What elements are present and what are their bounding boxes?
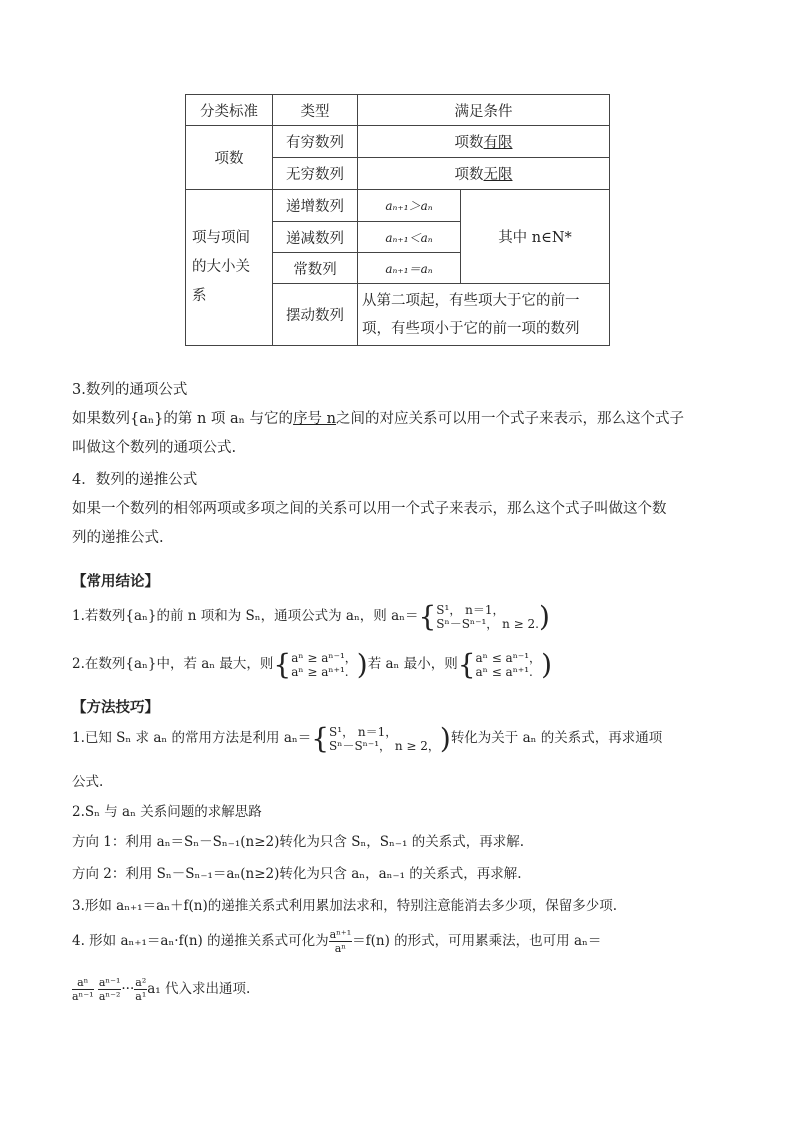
type-increasing: 递增数列 [273, 190, 358, 222]
conclusion-1: 1.若数列{aₙ}的前 n 项和为 Sₙ，通项公式为 aₙ，则 aₙ＝{ S¹， n＝1， Sⁿ－Sⁿ⁻¹， n ≥ 2. ) [72, 599, 550, 633]
cond-infinite: 项数无限 [358, 158, 610, 190]
method-3: 3.形如 aₙ₊₁＝aₙ＋f(n)的递推关系式利用累加法求和，特别注意能消去多少项，保留多少项. [72, 898, 618, 914]
section3 [72, 376, 722, 463]
type-infinite: 无穷数列 [273, 158, 358, 190]
section3-line1: 如果数列{aₙ}的第 n 项 aₙ 与它的序号 n之间的对应关系可以用一个式子来表示，那么这个式子 [72, 411, 685, 427]
method-1: 1.已知 Sₙ 求 aₙ 的常用方法是利用 aₙ＝{ S¹， n＝1， Sⁿ－Sⁿ⁻¹， n ≥ 2， )转化为关于 aₙ 的关系式，再求通项 [72, 721, 663, 755]
type-decreasing: 递减数列 [273, 222, 358, 253]
section4-line1: 如果一个数列的相邻两项或多项之间的关系可以用一个式子来表示，那么这个式子叫做这个数 [72, 501, 667, 517]
method-2-direction-2: 方向 2：利用 Sₙ－Sₙ₋₁＝aₙ(n≥2)转化为只含 aₙ，aₙ₋₁ 的关系式，再求解. [72, 866, 522, 882]
type-finite: 有穷数列 [273, 126, 358, 158]
section4-title: 4．数列的递推公式 [72, 472, 198, 488]
type-constant: 常数列 [273, 253, 358, 284]
cond-oscillating: 从第二项起，有些项大于它的前一项，有些项小于它的前一项的数列 [358, 284, 610, 346]
criterion-size-relation: 项与项间 的大小关 系 [186, 190, 273, 346]
cond-decreasing: aₙ₊₁＜aₙ [358, 222, 461, 253]
cond-increasing: aₙ₊₁＞aₙ [358, 190, 461, 222]
cond-finite: 项数有限 [358, 126, 610, 158]
method-4-line2: $\frac{\text{aⁿ}}{\text{aⁿ⁻¹}}$ $\frac{\text{aⁿ⁻¹}}{\text{aⁿ⁻²}}$ ··· $\frac{\text{a²}}{\text{a¹}}$ a₁ 代入求出通项. [72, 976, 251, 1003]
section3-line2: 叫做这个数列的通项公式. [72, 440, 237, 456]
criterion-count: 项数 [186, 126, 273, 190]
header-type: 类型 [273, 95, 358, 126]
classification-table [185, 94, 610, 346]
cond-note: 其中 n∈N* [461, 190, 610, 284]
method-2-direction-1: 方向 1：利用 aₙ＝Sₙ－Sₙ₋₁(n≥2)转化为只含 Sₙ，Sₙ₋₁ 的关系式，再求解. [72, 834, 524, 850]
header-criterion: 分类标准 [186, 95, 273, 126]
methods-heading: 【方法技巧】 [72, 699, 159, 716]
header-condition: 满足条件 [358, 95, 610, 126]
method-4-line1: 4. 形如 aₙ₊₁＝aₙ·f(n) 的递推关系式可化为 $\frac{\text{aⁿ⁺¹}}{\text{aⁿ}}$ ＝f(n) 的形式，可用累乘法，也可用 aₙ＝ [72, 928, 602, 955]
conclusion-2: 2.在数列{aₙ}中，若 aₙ 最大，则{ aⁿ ≥ aⁿ⁻¹， aⁿ ≥ aⁿ⁺¹. )若 aₙ 最小，则{ aⁿ ≤ aⁿ⁻¹， aⁿ ≤ aⁿ⁺¹. ) [72, 647, 552, 681]
method-1-line2: 公式. [72, 774, 104, 790]
type-oscillating: 摆动数列 [273, 284, 358, 346]
conclusions-heading: 【常用结论】 [72, 573, 159, 590]
section4 [72, 466, 722, 553]
cond-constant: aₙ₊₁＝aₙ [358, 253, 461, 284]
section3-title: 3.数列的通项公式 [72, 382, 188, 398]
method-2-title: 2.Sₙ 与 aₙ 关系问题的求解思路 [72, 804, 262, 820]
section4-line2: 列的递推公式. [72, 530, 164, 546]
